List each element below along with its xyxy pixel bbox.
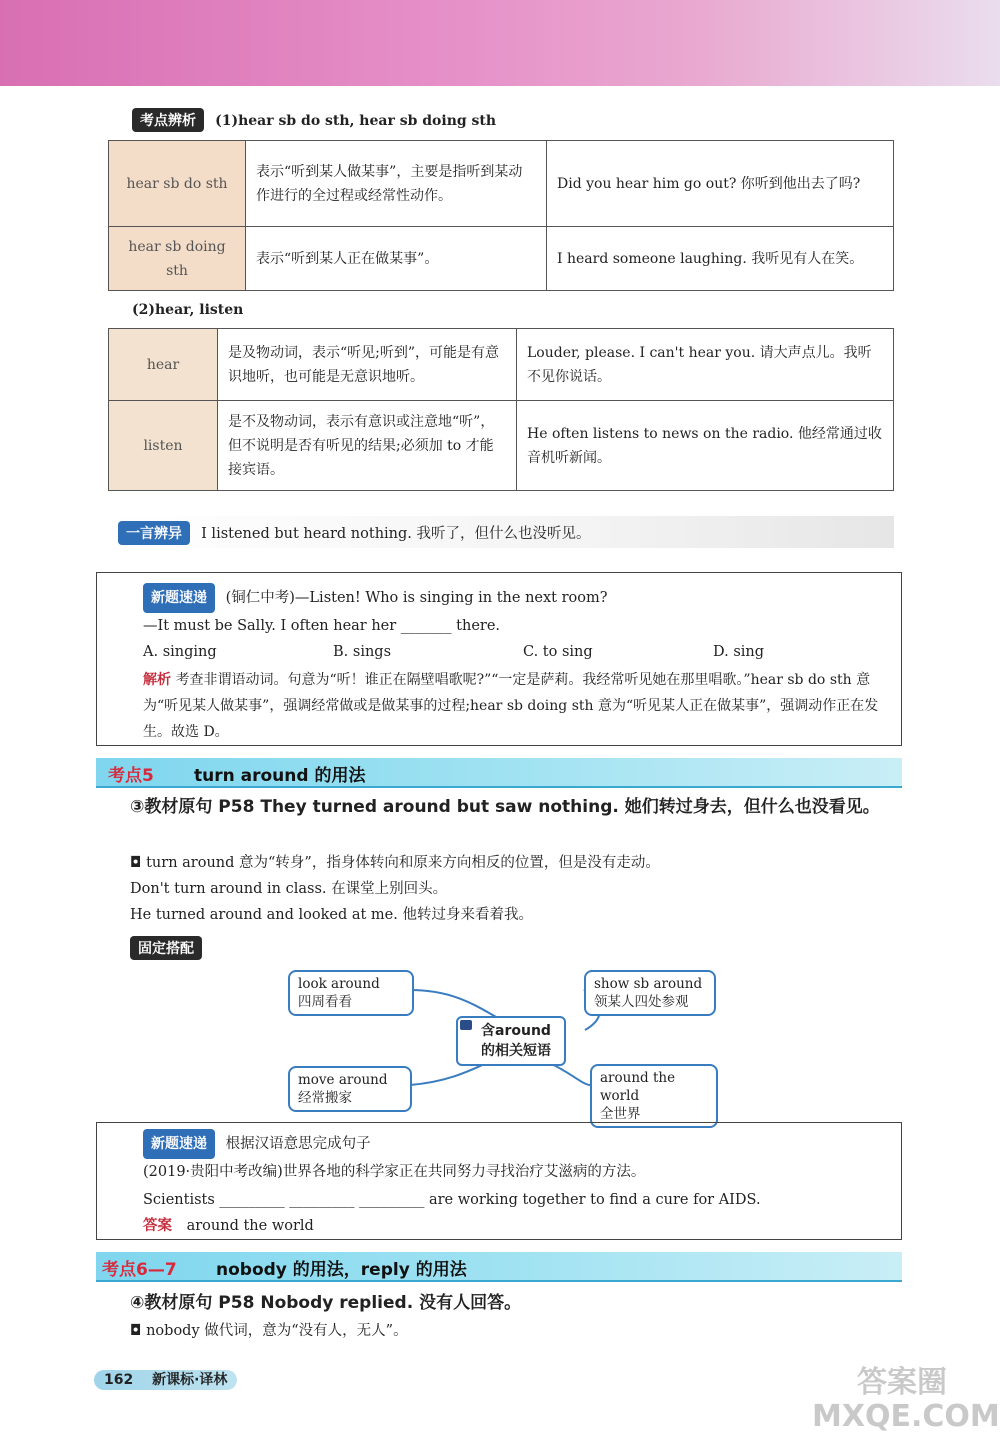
table-row (109, 227, 894, 291)
hear-sb-table (108, 140, 894, 291)
answer-line (143, 1213, 314, 1239)
center-line-2: 的相关短语 (481, 1043, 551, 1059)
table-explain-cell: 是不及物动词，表示有意识或注意地“听”，但不说明是否有听见的结果;必须加 to 才能接宾语。 (218, 401, 517, 491)
exercise-box-2 (96, 1122, 902, 1240)
answer-label: 答案 (143, 1218, 172, 1234)
kaodian-bianxi-tag: 考点辨析 (132, 108, 204, 132)
top-decorative-band (0, 0, 1000, 86)
jiexi-block (143, 667, 891, 745)
table-row (109, 141, 894, 227)
answer-text: around the world (186, 1218, 314, 1234)
page-number: 162 (104, 1372, 134, 1388)
jiexi-label: 解析 (143, 672, 171, 688)
question-line-1: (2019·贵阳中考改编)世界各地的科学家正在共同努力寻找治疗艾滋病的方法。 (143, 1164, 646, 1180)
section-5-original: ③教材原句 P58 They turned around but saw nothing. 她们转过身去，但什么也没看见。 (130, 797, 880, 817)
node-show-sb-around (584, 970, 716, 1016)
node-look-around (288, 970, 414, 1016)
section-5-example-2: He turned around and looked at me. 他转过身来看着我。 (130, 907, 533, 923)
section-6-7-original: ④教材原句 P58 Nobody replied. 没有人回答。 (130, 1293, 522, 1313)
yiyan-text: I listened but heard nothing. 我听了，但什么也没听见。 (201, 526, 591, 542)
section-6-7-label: 考点6—7 (102, 1260, 177, 1280)
node-zh: 经常搬家 (298, 1090, 352, 1106)
node-move-around (288, 1066, 412, 1112)
option-c: C. to sing (523, 644, 593, 660)
jiexi-text: 考查非谓语动词。句意为“听！谁正在隔壁唱歌呢?”“一定是萨莉。我经常听见她在那里唱歌。”hear sb do sth 意为“听见某人做某事”，强调经常做或是做某事的过程;hear sb doing sth 意为“听见某人正在做某事”，强调动作正在发生。故选 D。 (143, 672, 879, 740)
xinti-tag: 新题速递 (143, 583, 215, 613)
node-en: look around (298, 976, 380, 992)
option-b: B. sings (333, 644, 392, 660)
yiyan-tag: 一言辨异 (118, 521, 190, 545)
subtitle-hear-sb: (1)hear sb do sth, hear sb doing sth (215, 113, 497, 129)
table-example-cell: Did you hear him go out? 你听到他出去了吗? (547, 141, 894, 227)
table-example-cell: I heard someone laughing. 我听见有人在笑。 (547, 227, 894, 291)
table-example-cell: Louder, please. I can't hear you. 请大声点儿。我听不见你说话。 (517, 329, 894, 401)
question-line-2: Scientists _________ _________ _________ are working together to find a cure for AIDS. (143, 1192, 761, 1208)
table-example-cell: He often listens to news on the radio. 他经常通过收音机听新闻。 (517, 401, 894, 491)
subtitle-hear-listen: (2)hear, listen (132, 302, 244, 318)
option-d: D. sing (713, 644, 765, 660)
table-head-cell: hear (109, 329, 218, 401)
section-5-title: turn around 的用法 (194, 766, 366, 786)
kaodian-bianxi-header (132, 108, 496, 132)
series-name: 新课标·译林 (152, 1372, 228, 1388)
note-text: turn around 意为“转身”，指身体转向和原来方向相反的位置，但是没有走动。 (146, 855, 660, 871)
node-en: move around (298, 1072, 388, 1088)
options-row (143, 639, 843, 665)
note-icon: ◘ (130, 855, 142, 871)
section-5-label: 考点5 (108, 766, 154, 786)
chat-icon (460, 1020, 472, 1030)
table-head-cell: listen (109, 401, 218, 491)
guding-dapei-header (130, 936, 202, 960)
table-row (109, 329, 894, 401)
center-line-1: 含around (481, 1023, 551, 1039)
node-around-the-world (590, 1064, 718, 1128)
section-6-7-header (96, 1252, 902, 1282)
table-explain-cell: 表示“听到某人正在做某事”。 (246, 227, 547, 291)
yiyan-bar (108, 516, 894, 548)
section-5-note (130, 850, 660, 876)
guding-dapei-tag: 固定搭配 (130, 936, 202, 960)
xinti-tag: 新题速递 (143, 1129, 215, 1159)
node-en: show sb around (594, 976, 703, 992)
section-6-7-title: nobody 的用法，reply 的用法 (216, 1260, 467, 1280)
mind-map-center (456, 1016, 566, 1066)
exercise-box-1 (96, 572, 902, 746)
question-line-2: —It must be Sally. I often hear her _______ there. (143, 618, 501, 634)
table-explain-cell: 表示“听到某人做某事”，主要是指听到某动作进行的全过程或经常性动作。 (246, 141, 547, 227)
section-5-example-1: Don't turn around in class. 在课堂上别回头。 (130, 881, 448, 897)
table-head-cell: hear sb doing sth (109, 227, 246, 291)
option-a: A. singing (143, 644, 217, 660)
section-5-header (96, 758, 902, 788)
section-6-7-note (130, 1318, 408, 1344)
node-en: around the world (600, 1070, 676, 1104)
note-text: nobody 做代词，意为“没有人，无人”。 (146, 1323, 408, 1339)
node-zh: 领某人四处参观 (594, 994, 689, 1010)
watermark-logo: 答案圈 MXQE.COM (812, 1365, 1000, 1434)
node-zh: 四周看看 (298, 994, 352, 1010)
page-footer (94, 1370, 237, 1390)
table-explain-cell: 是及物动词，表示“听见;听到”，可能是有意识地听，也可能是无意识地听。 (218, 329, 517, 401)
table-row (109, 401, 894, 491)
note-icon: ◘ (130, 1323, 142, 1339)
table-head-cell: hear sb do sth (109, 141, 246, 227)
instruction: 根据汉语意思完成句子 (225, 1136, 371, 1152)
node-zh: 全世界 (600, 1106, 641, 1122)
question-line-1: (铜仁中考)—Listen! Who is singing in the next room? (225, 590, 608, 606)
hear-listen-table (108, 328, 894, 491)
